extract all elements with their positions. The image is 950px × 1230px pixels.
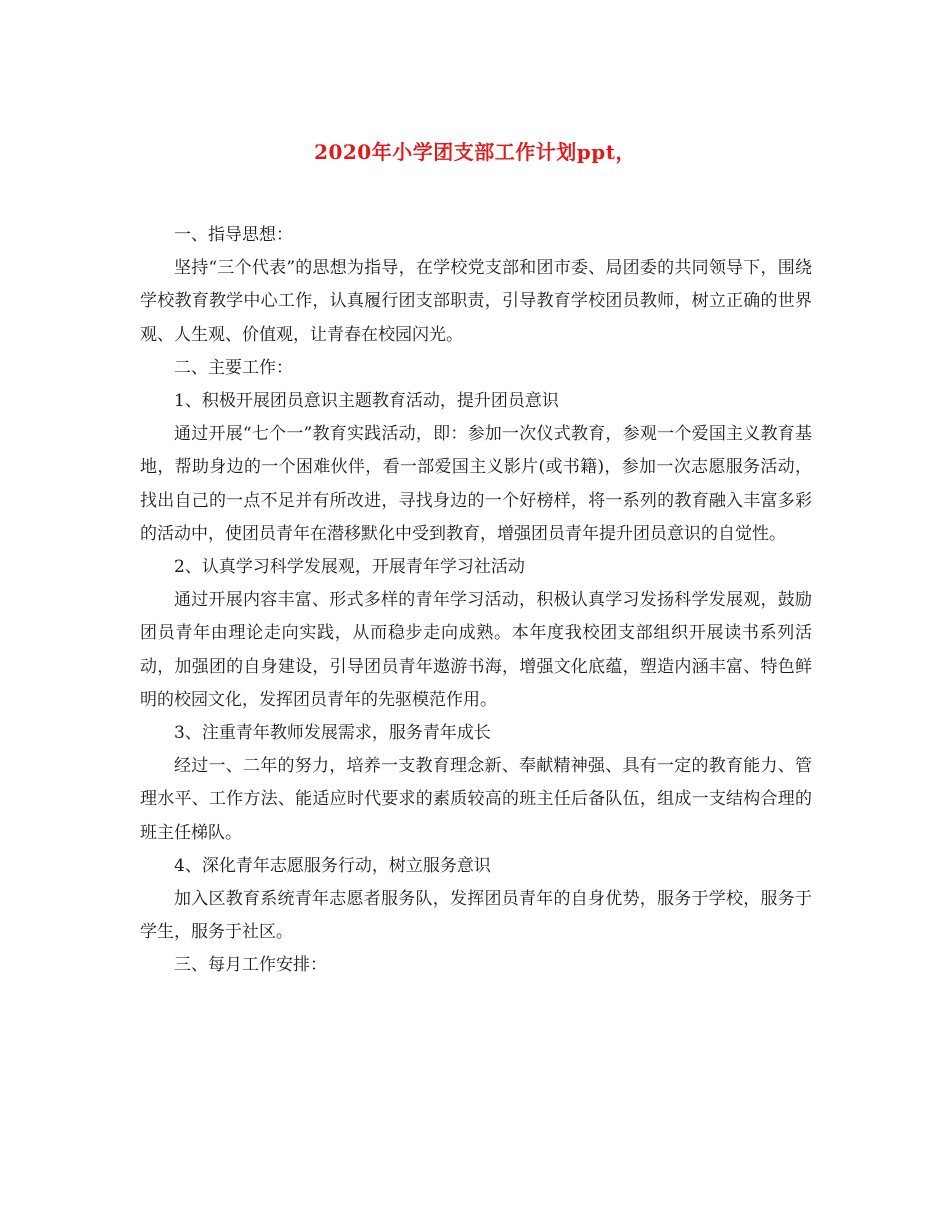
paragraph: 经过一、二年的努力，培养一支教育理念新、奉献精神强、具有一定的教育能力、管理水平、工作方法、能适应时代要求的素质较高的班主任后备队伍，组成一支结构合理的班主任梯队。	[140, 756, 812, 843]
subheading-item-4: 4、深化青年志愿服务行动，树立服务意识	[174, 855, 491, 876]
subheading-item-2: 2、认真学习科学发展观，开展青年学习社活动	[174, 557, 525, 578]
section-heading-main-work: 二、主要工作：	[174, 357, 293, 378]
paragraph: 坚持“三个代表”的思想为指导，在学校党支部和团市委、局团委的共同领导下，围绕学校教育教学中心工作，认真履行团支部职责，引导教育学校团员教师，树立正确的世界观、人生观、价值观，让青春在校园闪光。	[140, 258, 812, 345]
document-body	[140, 219, 812, 983]
paragraph: 通过开展内容丰富、形式多样的青年学习活动，积极认真学习发扬科学发展观，鼓励团员青年由理论走向实践，从而稳步走向成熟。本年度我校团支部组织开展读书系列活动，加强团的自身建设，引导团员青年遨游书海，增强文化底蕴，塑造内涵丰富、特色鲜明的校园文化，发挥团员青年的先驱模范作用。	[140, 590, 812, 710]
document-title: 2020年小学团支部工作计划ppt，	[314, 140, 636, 164]
paragraph: 加入区教育系统青年志愿者服务队，发挥团员青年的自身优势，服务于学校，服务于学生，服务于社区。	[140, 889, 812, 943]
paragraph: 通过开展“七个一”教育实践活动，即：参加一次仪式教育，参观一个爱国主义教育基地，帮助身边的一个困难伙伴，看一部爱国主义影片(或书籍)，参加一次志愿服务活动，找出自己的一点不足并有所改进，寻找身边的一个好榜样，将一系列的教育融入丰富多彩的活动中，使团员青年在潜移默化中受到教育，增强团员青年提升团员意识的自觉性。	[140, 424, 812, 544]
subheading-item-3: 3、注重青年教师发展需求，服务青年成长	[174, 723, 491, 744]
subheading-item-1: 1、积极开展团员意识主题教育活动，提升团员意识	[174, 391, 559, 412]
section-heading-monthly-schedule: 三、每月工作安排：	[174, 955, 327, 976]
section-heading-guiding-ideology: 一、指导思想：	[174, 225, 293, 245]
